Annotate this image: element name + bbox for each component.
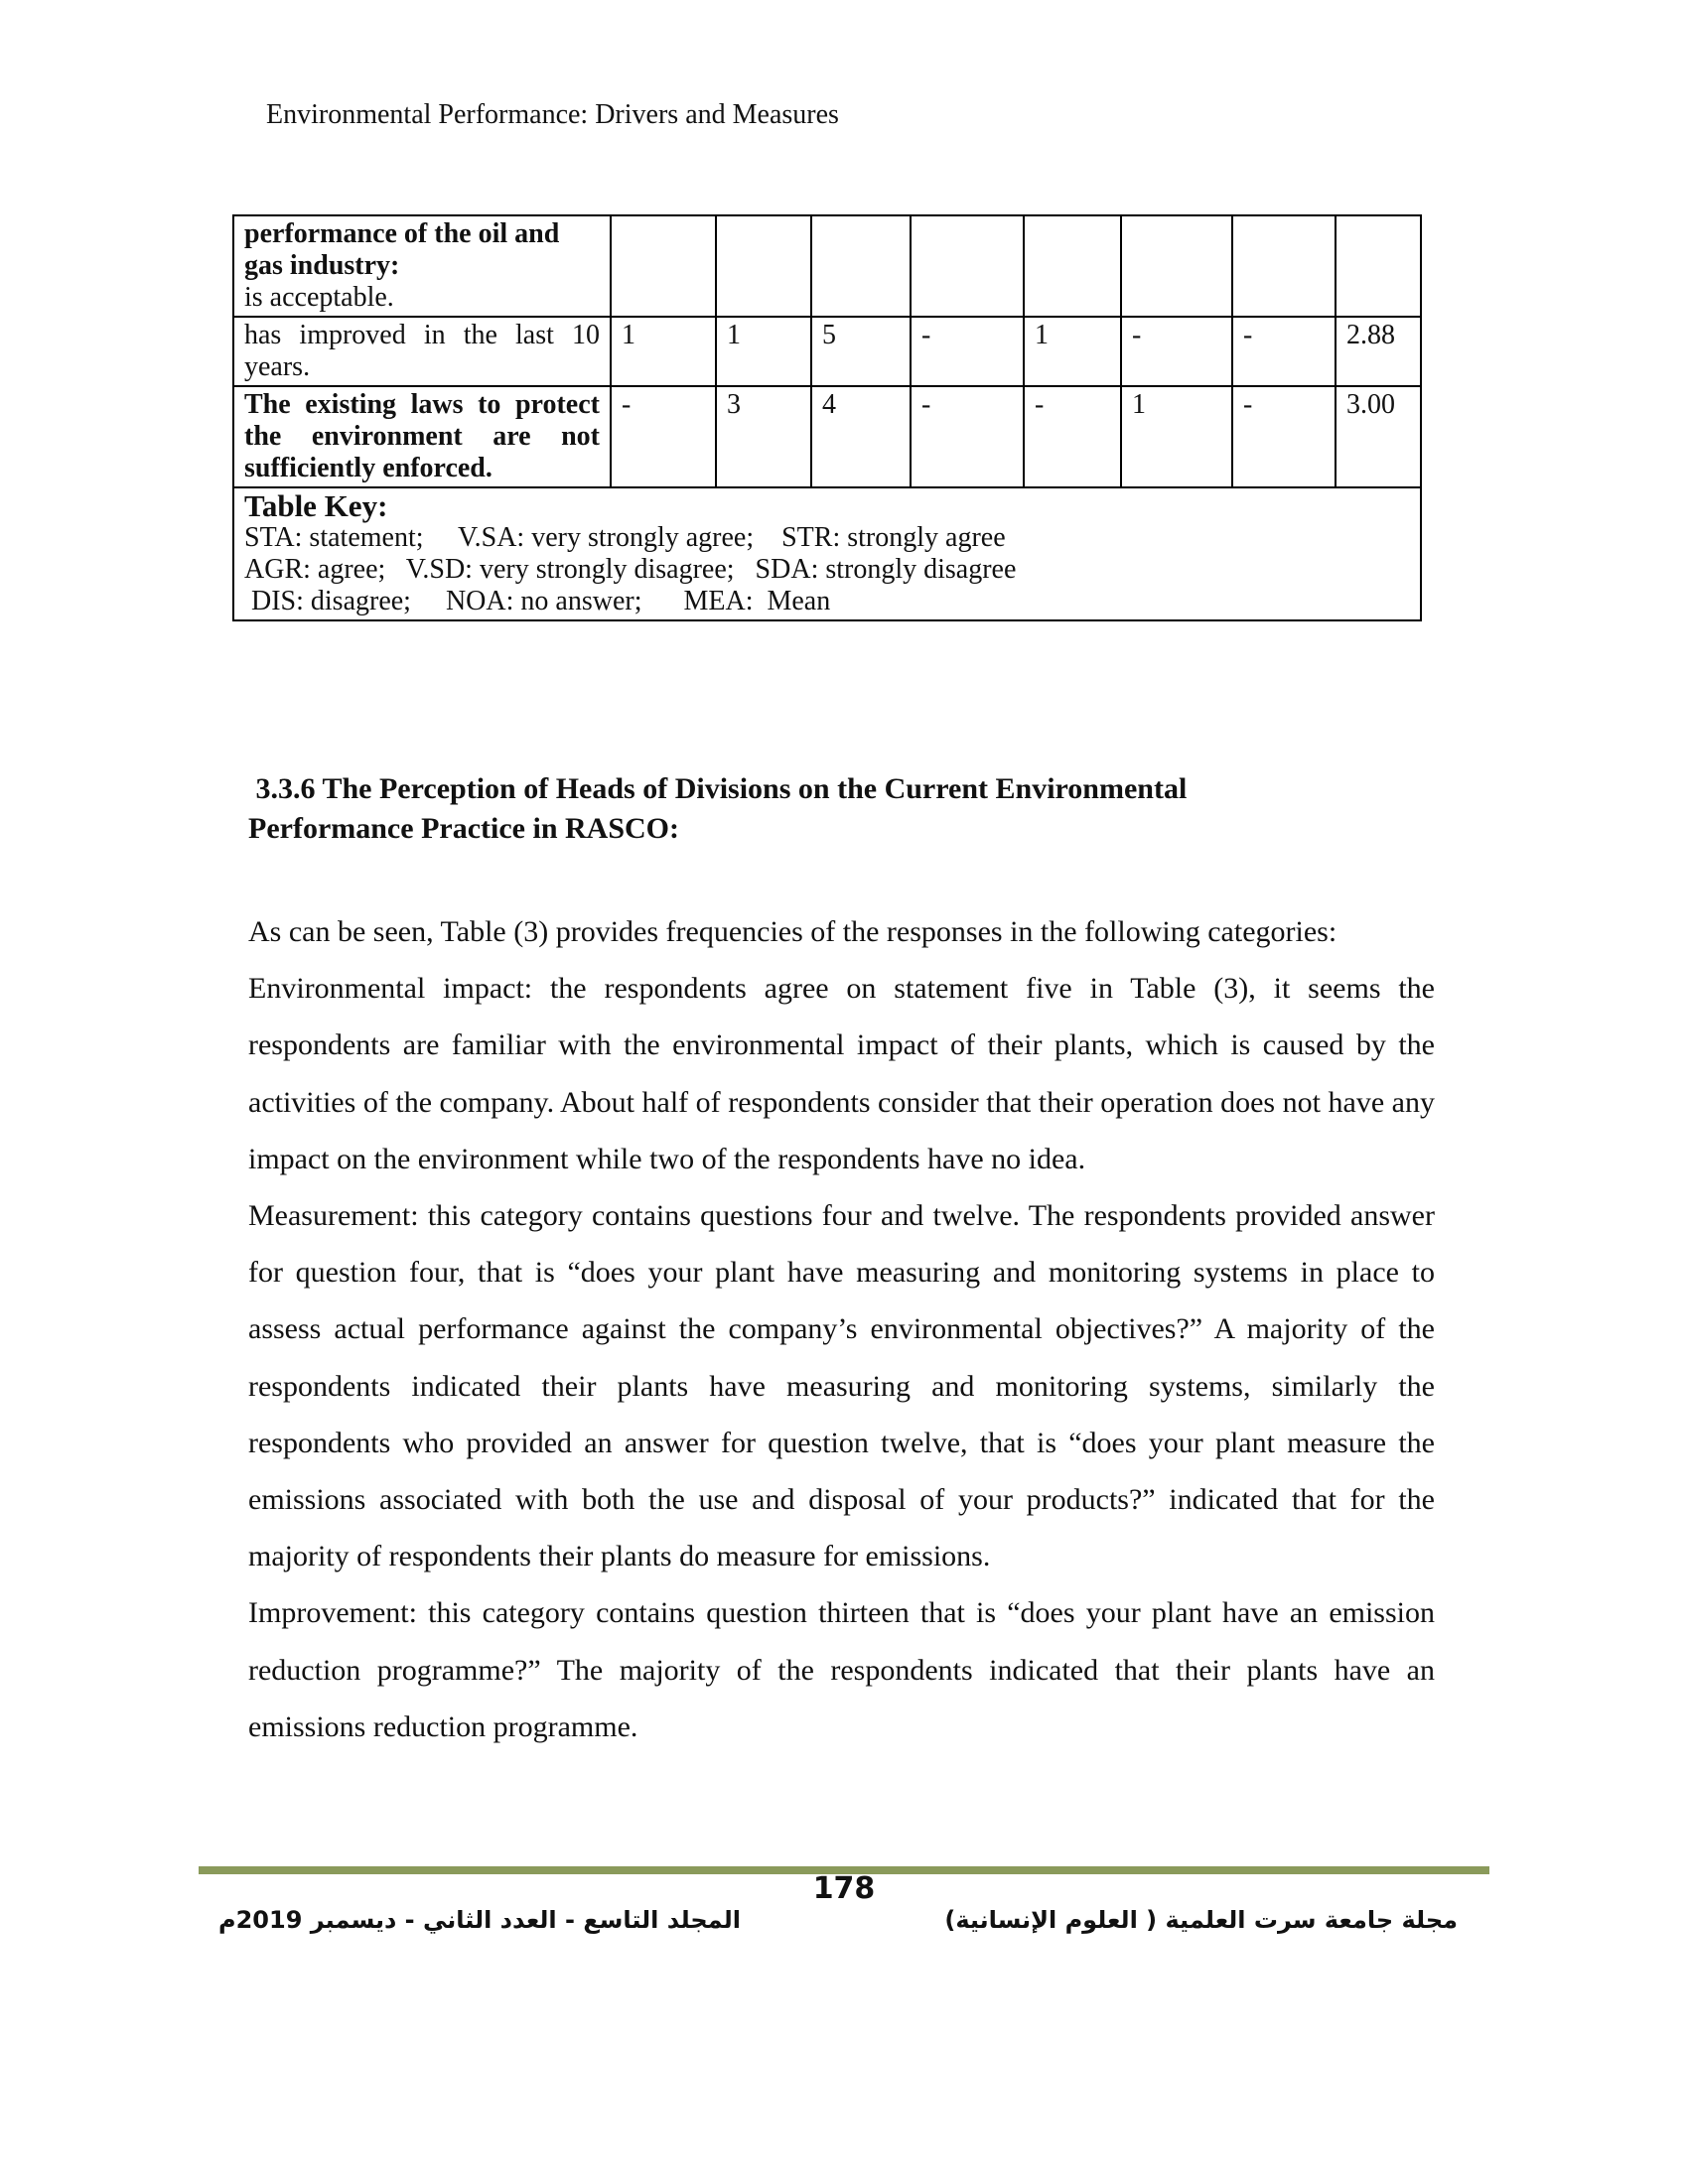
statement-cell: The existing laws to protect the environment are not sufficiently enforced. — [233, 386, 611, 487]
page-number: 178 — [812, 1871, 876, 1906]
value-cell: 3 — [716, 386, 811, 487]
table-key-line: DIS: disagree; NOA: no answer; MEA: Mean — [244, 586, 831, 616]
value-cell: 1 — [1121, 386, 1232, 487]
statement-cell — [233, 215, 611, 317]
section-heading — [248, 769, 1440, 849]
section-heading-line: Performance Practice in RASCO: — [248, 812, 680, 845]
paragraph: Improvement: this category contains question thirteen that is “does your plant have an emission reduction programme?” The majority of the respondents indicated that their plants have an emissions reduction programme. — [248, 1596, 1435, 1743]
statement-line: has improved in the last 10 — [244, 320, 600, 350]
statement-cell — [233, 317, 611, 386]
value-cell: - — [1232, 317, 1336, 386]
value-cell: 1 — [1024, 317, 1121, 386]
footer-journal-name: مجلة جامعة سرت العلمية ( العلوم الإنسانية) — [944, 1906, 1458, 1934]
paragraph: Environmental impact: the respondents agree on statement five in Table (3), it seems the respondents are familiar with the environmental impact of their plants, which is caused by the activities of the company. About half of respondents consider that their operation does not have any impact on the environment while two of the respondents have no idea. — [248, 972, 1435, 1175]
body-text — [248, 903, 1435, 1755]
value-cell — [1024, 215, 1121, 317]
value-cell — [716, 215, 811, 317]
statement-normal-text: is acceptable. — [244, 282, 394, 313]
value-cell: 1 — [716, 317, 811, 386]
value-cell — [1232, 215, 1336, 317]
table-key — [233, 487, 1421, 620]
value-cell: - — [611, 386, 716, 487]
value-cell: - — [911, 317, 1024, 386]
value-cell: 2.88 — [1336, 317, 1421, 386]
value-cell: 4 — [811, 386, 911, 487]
value-cell: 1 — [611, 317, 716, 386]
running-head: Environmental Performance: Drivers and Measures — [266, 99, 839, 130]
table-row — [233, 215, 1421, 317]
value-cell: - — [1232, 386, 1336, 487]
value-cell — [1336, 215, 1421, 317]
table-row — [233, 386, 1421, 487]
value-cell — [811, 215, 911, 317]
value-cell — [911, 215, 1024, 317]
table-key-title: Table Key: — [244, 488, 388, 523]
table-key-line: STA: statement; V.SA: very strongly agree; STR: strongly agree — [244, 522, 1006, 553]
footer-issue-info: المجلد التاسع - العدد الثاني - ديسمبر 2019م — [218, 1906, 741, 1934]
value-cell: 5 — [811, 317, 911, 386]
table-key-line: AGR: agree; V.SD: very strongly disagree; SDA: strongly disagree — [244, 554, 1017, 585]
table-key-row — [233, 487, 1421, 620]
value-cell — [1121, 215, 1232, 317]
value-cell: - — [1024, 386, 1121, 487]
value-cell: - — [911, 386, 1024, 487]
value-cell — [611, 215, 716, 317]
statement-bold-text: performance of the oil and gas industry: — [244, 218, 560, 281]
section-heading-line: 3.3.6 The Perception of Heads of Divisions on the Current Environmental — [248, 772, 1188, 805]
survey-table — [232, 214, 1422, 621]
table-row — [233, 317, 1421, 386]
value-cell: - — [1121, 317, 1232, 386]
paragraph: Measurement: this category contains questions four and twelve. The respondents provided answer for question four, that is “does your plant have measuring and monitoring systems in place to assess actual performance against the company’s environmental objectives?” A majority of the respondents indicated their plants have measuring and monitoring systems, similarly the respondents who provided an answer for question twelve, that is “does your plant measure the emissions associated with both the use and disposal of your products?” indicated that for the majority of respondents their plants do measure for emissions. — [248, 1199, 1435, 1573]
paragraph: As can be seen, Table (3) provides frequencies of the responses in the following categories: — [248, 915, 1337, 948]
statement-line: years. — [244, 351, 311, 382]
value-cell: 3.00 — [1336, 386, 1421, 487]
